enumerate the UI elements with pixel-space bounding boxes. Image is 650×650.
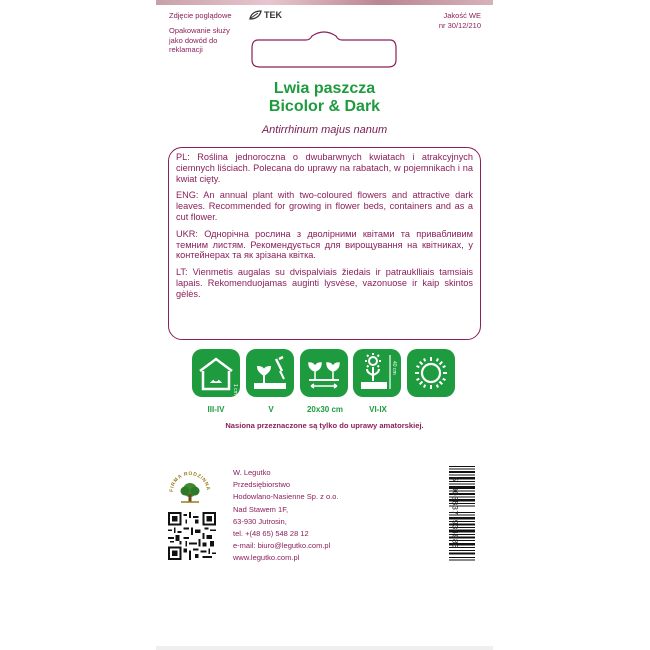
tek-mark bbox=[249, 10, 282, 20]
full-sun-icon bbox=[407, 349, 455, 397]
flower-photo-strip bbox=[156, 0, 493, 5]
qr-code bbox=[168, 512, 216, 560]
logo-text: FIRMA RODZINNA bbox=[168, 470, 212, 493]
company-line: 63-930 Jutrosin, bbox=[233, 516, 287, 526]
company-phone: tel. +(48 65) 548 28 12 bbox=[233, 529, 309, 539]
cultivation-icons bbox=[192, 349, 455, 397]
flowering-period-label: VI-IX bbox=[369, 405, 387, 414]
planting-period-label: V bbox=[268, 405, 274, 414]
description-ukr: UKR: Однорічна рослина з дволірними квітами та привабливим темним листям. Рекомендується для вирощування на квітниках, у контейнерах та як зрізана квітка. bbox=[176, 228, 473, 261]
plant-spacing-icon bbox=[300, 349, 348, 397]
amateur-use-note: Nasiona przeznaczone są tylko do uprawy amatorskiej. bbox=[225, 421, 424, 430]
quality-line2: nr 30/12/210 bbox=[438, 21, 481, 30]
quality-line1: Jakość WE bbox=[443, 11, 481, 20]
company-address bbox=[233, 467, 338, 565]
sowing-period-label: III-IV bbox=[207, 405, 225, 414]
company-email: e-mail: biuro@legutko.com.pl bbox=[233, 541, 331, 551]
greenhouse-sowing-icon bbox=[192, 349, 240, 397]
photo-note: Zdjęcie poglądowe bbox=[169, 11, 232, 20]
leaf-icon bbox=[249, 10, 262, 20]
flowering-height-icon bbox=[353, 349, 401, 397]
product-name-line2: Bicolor & Dark bbox=[268, 98, 381, 115]
description-pl: PL: Roślina jednoroczna o dwubarwnych kwiatach i atrakcyjnych ciemnych liściach. Polecana do uprawy na rabatach, w pojemnikach i na kwiat cięty. bbox=[176, 152, 473, 184]
outdoor-planting-icon bbox=[246, 349, 294, 397]
description-eng: ENG: An annual plant with two-coloured flowers and attractive dark leaves. Recommended for growing in flower beds, containers and as a cut flower. bbox=[176, 190, 473, 222]
company-line: W. Legutko bbox=[233, 468, 271, 477]
company-line: Przedsiębiorstwo bbox=[233, 480, 291, 490]
description-box bbox=[168, 147, 481, 340]
company-line: Nad Stawem 1F, bbox=[233, 504, 289, 514]
description-lt: LT: Vienmetis augalas su dvispalviais žiedais ir patrauklliais tamsiais lapais. Rekomenduojamas auginti lysvėse, vazonuose ir kaip skintos gėlės. bbox=[176, 267, 473, 299]
company-line: Hodowlano-Nasienne Sp. z o.o. bbox=[233, 492, 339, 502]
seed-packet-back bbox=[156, 0, 493, 650]
plant-height-label: 40 cm bbox=[391, 361, 398, 375]
company-logo bbox=[167, 466, 213, 512]
barcode-number: 5 903837 934980 bbox=[449, 476, 459, 549]
bottom-edge bbox=[156, 646, 493, 650]
lot-label-box bbox=[250, 30, 398, 68]
spacing-label: 20x30 cm bbox=[306, 405, 344, 414]
complaint-proof-note: Opakowanie służy jako dowód do reklamacji bbox=[169, 26, 230, 54]
tek-label: TEK bbox=[264, 10, 282, 20]
product-name-line1: Lwia paszcza bbox=[273, 80, 376, 97]
sowing-depth-label: 1 cm bbox=[232, 384, 238, 395]
company-website: www.legutko.com.pl bbox=[233, 553, 300, 563]
latin-name: Antirrhinum majus nanum bbox=[261, 124, 388, 136]
